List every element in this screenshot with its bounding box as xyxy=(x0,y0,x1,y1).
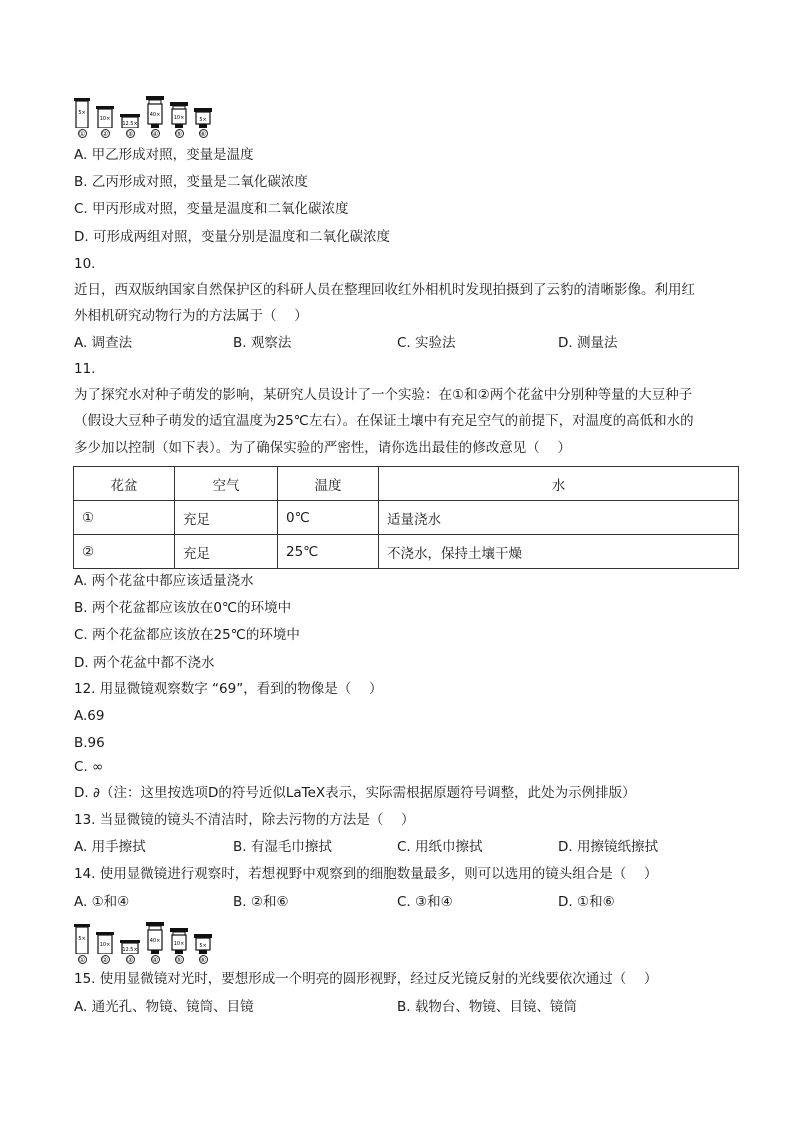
q11-option-d: D. 两个花盆中都不浇水 xyxy=(74,655,215,671)
lens-item xyxy=(146,922,164,964)
lens-number: ① xyxy=(78,130,86,138)
lens-item xyxy=(170,102,188,138)
lens-number: ② xyxy=(101,956,109,964)
q9-option-c: C. 甲丙形成对照，变量是温度和二氧化碳浓度 xyxy=(74,201,349,217)
lens-label: 5× xyxy=(199,943,207,949)
lens-number: ⑤ xyxy=(175,956,183,964)
lens-label: 12.5× xyxy=(122,947,138,953)
table-cell: 不浇水，保持土壤干燥 xyxy=(379,535,739,569)
q9-option-a: A. 甲乙形成对照，变量是温度 xyxy=(74,147,254,163)
lens-label: 10× xyxy=(99,942,111,948)
q10-option-b: B. 观察法 xyxy=(233,335,292,351)
lens-number: ⑥ xyxy=(199,130,207,138)
q11-option-c: C. 两个花盆都应该放在25℃的环境中 xyxy=(74,627,300,643)
lens-item xyxy=(170,928,188,964)
lens-item xyxy=(194,934,212,964)
lens-number: ④ xyxy=(151,130,159,138)
lens-number: ③ xyxy=(126,130,134,138)
q15-option-b: B. 载物台、物镜、目镜、镜筒 xyxy=(397,999,577,1015)
q13-option-d: D. 用擦镜纸擦拭 xyxy=(558,839,658,855)
table-cell: 充足 xyxy=(175,501,278,535)
table-header: 温度 xyxy=(278,467,379,501)
q10-number: 10. xyxy=(74,256,96,272)
lens-label: 12.5× xyxy=(122,121,138,127)
q13-option-b: B. 有湿毛巾擦拭 xyxy=(233,839,332,855)
q12-option-d: D. ∂（注：这里按选项D的符号近似LaTeX表示，实际需根据原题符号调整，此处为示例排版） xyxy=(74,785,636,801)
q14-option-a: A. ①和④ xyxy=(74,894,130,910)
q9-option-d: D. 可形成两组对照，变量分别是温度和二氧化碳浓度 xyxy=(74,229,390,245)
q13-stem: 13. 当显微镜的镜头不清洁时，除去污物的方法是（ ） xyxy=(74,812,415,828)
lens-label: 40× xyxy=(149,938,161,944)
lens-item xyxy=(74,98,90,138)
q15-option-a: A. 通光孔、物镜、镜筒、目镜 xyxy=(74,999,254,1015)
table-cell: 0℃ xyxy=(278,501,379,535)
q12-option-b: B.96 xyxy=(74,735,105,751)
q14-option-b: B. ②和⑥ xyxy=(233,894,289,910)
lens-label: 5× xyxy=(199,117,207,123)
table-header: 水 xyxy=(379,467,739,501)
lens-item xyxy=(96,932,114,964)
table-cell: 充足 xyxy=(175,535,278,569)
lens-label: 10× xyxy=(173,941,185,947)
lens-figure-top xyxy=(74,96,212,138)
q12-option-c: C. ∞ xyxy=(74,759,104,775)
q10-stem-line2: 外相机研究动物行为的方法属于（ ） xyxy=(74,308,308,324)
q9-option-b: B. 乙丙形成对照，变量是二氧化碳浓度 xyxy=(74,174,308,190)
lens-item xyxy=(120,114,140,138)
table-cell: 25℃ xyxy=(278,535,379,569)
q13-option-c: C. 用纸巾擦拭 xyxy=(397,839,483,855)
lens-label: 5× xyxy=(78,110,86,116)
lens-item xyxy=(146,96,164,138)
q13-option-a: A. 用手擦拭 xyxy=(74,839,146,855)
lens-figure-bottom xyxy=(74,922,212,964)
lens-number: ④ xyxy=(151,956,159,964)
q11-stem-line2: （假设大豆种子萌发的适宜温度为25℃左右）。在保证土壤中有充足空气的前提下，对温度的高低和水的 xyxy=(74,413,694,429)
q11-option-b: B. 两个花盆都应该放在0℃的环境中 xyxy=(74,600,292,616)
q12-stem: 12. 用显微镜观察数字 “69”，看到的物像是（ ） xyxy=(74,681,383,697)
lens-number: ① xyxy=(78,956,86,964)
table-header-row xyxy=(74,467,739,501)
q14-option-c: C. ③和④ xyxy=(397,894,453,910)
lens-item xyxy=(194,108,212,138)
lens-number: ⑥ xyxy=(199,956,207,964)
lens-label: 10× xyxy=(99,116,111,122)
q12-option-a: A.69 xyxy=(74,708,105,724)
table-row xyxy=(74,535,739,569)
lens-label: 5× xyxy=(78,936,86,942)
lens-label: 10× xyxy=(173,115,185,121)
table-cell: ① xyxy=(74,501,175,535)
lens-item xyxy=(96,106,114,138)
q10-option-c: C. 实验法 xyxy=(397,335,456,351)
table-header: 空气 xyxy=(175,467,278,501)
q15-stem: 15. 使用显微镜对光时，要想形成一个明亮的圆形视野，经过反光镜反射的光线要依次通过（ ） xyxy=(74,971,658,987)
table-header: 花盆 xyxy=(74,467,175,501)
table-row xyxy=(74,501,739,535)
q10-option-d: D. 测量法 xyxy=(558,335,618,351)
experiment-table xyxy=(73,466,739,569)
lens-number: ② xyxy=(101,130,109,138)
lens-item xyxy=(74,924,90,964)
q14-option-d: D. ①和⑥ xyxy=(558,894,615,910)
lens-label: 40× xyxy=(149,112,161,118)
lens-number: ③ xyxy=(126,956,134,964)
q10-stem-line1: 近日，西双版纳国家自然保护区的科研人员在整理回收红外相机时发现拍摄到了云豹的清晰影像。利用红 xyxy=(74,282,695,298)
q11-number: 11. xyxy=(74,361,96,377)
lens-number: ⑤ xyxy=(175,130,183,138)
table-cell: ② xyxy=(74,535,175,569)
q11-stem-line1: 为了探究水对种子萌发的影响，某研究人员设计了一个实验：在①和②两个花盆中分别种等量的大豆种子 xyxy=(74,387,693,403)
q11-stem-line3: 多少加以控制（如下表）。为了确保实验的严密性，请你选出最佳的修改意见（ ） xyxy=(74,440,572,456)
q10-option-a: A. 调查法 xyxy=(74,335,133,351)
lens-item xyxy=(120,940,140,964)
q14-stem: 14. 使用显微镜进行观察时，若想视野中观察到的细胞数量最多，则可以选用的镜头组合是（ ） xyxy=(74,866,658,882)
table-cell: 适量浇水 xyxy=(379,501,739,535)
q11-option-a: A. 两个花盆中都应该适量浇水 xyxy=(74,573,254,589)
